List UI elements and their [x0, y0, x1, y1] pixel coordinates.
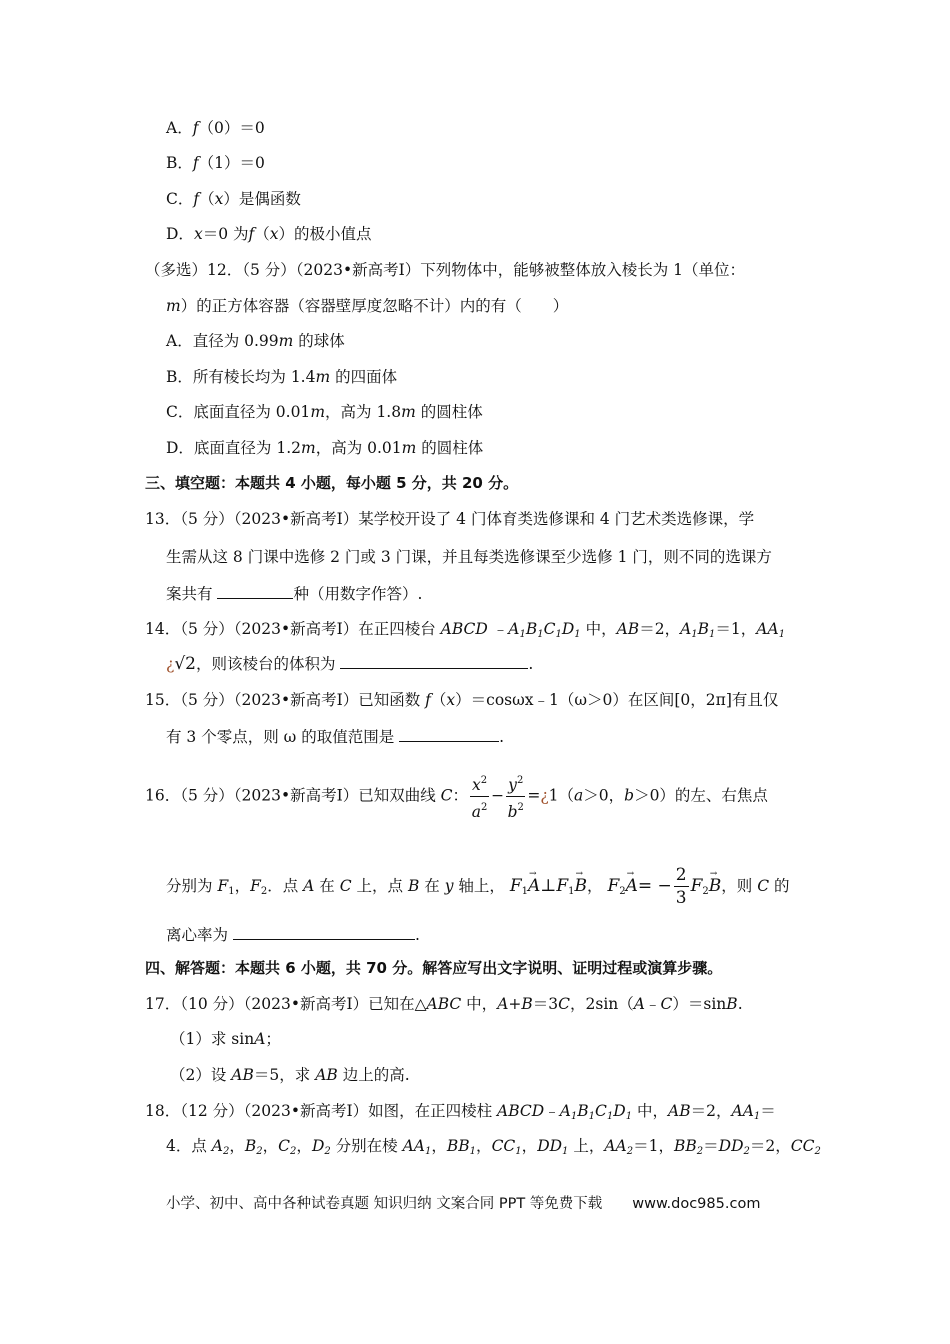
option-label: D． — [166, 225, 194, 243]
q13-line3 — [166, 584, 422, 604]
var: m — [278, 332, 294, 350]
q11-option-d — [166, 224, 372, 244]
var: y — [508, 776, 517, 794]
q16-line1: 16．（5 分）（2023•新高考Ⅰ）已知双曲线 C： $\frac{x^2}{a^2}$ − $\frac{y^2}{b^2}$ =¿1（a＞0，b＞0）的左、右焦点 — [145, 770, 768, 823]
broken-glyph: ¿ — [166, 655, 175, 673]
text: 边上的高. — [337, 1066, 410, 1084]
question-text: ＞0）的左、右焦点 — [634, 786, 768, 805]
var: ABC — [426, 995, 462, 1013]
text: 轴上， — [453, 877, 505, 895]
var: m — [166, 297, 181, 315]
footer-link[interactable]: www.doc985.com — [632, 1196, 761, 1212]
option-label: A． — [166, 119, 193, 137]
text: ＝ — [703, 1137, 719, 1155]
section-heading-answer: 四、解答题：本题共 6 小题，共 70 分。解答应写出文字说明、证明过程或演算步骤。 — [145, 959, 723, 977]
option-text: ，高为 1.8 — [325, 403, 402, 421]
fraction-x2-a2: $\frac{x^2}{a^2}$ — [470, 770, 489, 823]
text: ： — [452, 786, 469, 805]
text: （ — [430, 691, 447, 709]
option-text: 的圆柱体 — [416, 439, 484, 457]
var: x — [269, 225, 279, 243]
answer-blank[interactable] — [233, 925, 415, 940]
var-aa2: $AA_2$ — [604, 1137, 634, 1157]
option-text: D．底面直径为 1.2 — [166, 439, 302, 457]
q12-option-a — [166, 331, 345, 351]
q12-option-b — [166, 367, 397, 387]
question-text: ）＝cosωx﹣1（ω＞0）在区间[0，2π]有且仅 — [455, 691, 779, 709]
q17-line1 — [145, 994, 743, 1014]
var: x — [472, 776, 481, 794]
option-text: ，高为 0.01 — [315, 439, 402, 457]
var: a — [574, 786, 584, 805]
q15-line1 — [145, 690, 778, 710]
var-a1b1c1d1: $A_1B_1C_1D_1$ — [508, 620, 581, 640]
var: C — [440, 786, 453, 805]
q12-stem-line2 — [166, 296, 568, 316]
q16-line3 — [166, 925, 420, 945]
q12-stem-line1 — [145, 260, 745, 280]
text: ＝1， — [633, 1137, 674, 1155]
text: ．点 — [267, 877, 304, 895]
var-dd2: $DD_2$ — [718, 1137, 750, 1157]
option-text: ）的极小值点 — [278, 225, 372, 243]
option-label: C． — [166, 190, 194, 208]
question-text: （多选）12．（5 分）（2023•新高考Ⅰ）下列物体中，能够被整体放入棱长为 1（单位： — [145, 261, 746, 279]
var: f — [248, 225, 255, 243]
text: 上， — [568, 1137, 605, 1155]
var-edges: $AA_1$ — [402, 1137, 432, 1157]
perp-sign: ⊥ — [540, 876, 557, 896]
var: m — [315, 368, 331, 386]
text: ＝2， — [690, 1102, 732, 1120]
question-text: 案共有 — [166, 585, 218, 603]
option-text: （0）＝0 — [198, 119, 265, 137]
var-bb2: $BB_2$ — [674, 1137, 704, 1157]
text: ）＝sin — [672, 995, 727, 1013]
option-text: （1）＝0 — [198, 154, 265, 172]
q11-option-c — [166, 189, 301, 209]
text: ＝3 — [532, 995, 559, 1013]
minus-sign: − — [491, 786, 505, 805]
var-aa1: $AA_1$ — [756, 620, 786, 640]
section-heading-fill-in: 三、填空题：本题共 4 小题，每小题 5 分，共 20 分。 — [145, 474, 519, 492]
text: . — [499, 728, 505, 746]
question-text: ）的正方体容器（容器壁厚度忽略不计）内的有（ ） — [180, 297, 569, 315]
page-footer — [166, 1192, 760, 1213]
var: B — [726, 995, 738, 1013]
var: x — [446, 691, 456, 709]
text: + — [508, 995, 522, 1013]
text: ，2sin（ — [570, 995, 634, 1013]
var: ABCD — [440, 620, 488, 638]
var-cc2: $CC_2$ — [790, 1137, 821, 1157]
q18-line2: 4．点 $A_2$，$B_2$，$C_2$，$D_2$ 分别在棱 $AA_1$，$BB_1$，$CC_1$，$DD_1$ 上，$AA_2=1$，$BB_2=DD_2=2$，$CC_2$ — [166, 1137, 821, 1157]
question-text: 分别为 — [166, 877, 218, 895]
text: ＝ — [760, 1102, 776, 1120]
broken-glyph: ¿ — [540, 786, 549, 805]
option-text: 的球体 — [293, 332, 345, 350]
text: 的 — [769, 877, 790, 895]
var: x — [193, 225, 203, 243]
question-text: 离心率为 — [166, 926, 233, 944]
text: ﹣ — [487, 620, 509, 638]
footer-text: 小学、初中、高中各种试卷真题 知识归纳 文案合同 PPT 等免费下载 — [166, 1196, 603, 1212]
q14-line1 — [145, 619, 785, 645]
var: AB — [315, 1066, 338, 1084]
q14-line2 — [166, 654, 533, 674]
text: . — [737, 995, 743, 1013]
var: ABCD — [497, 1102, 545, 1120]
text: ﹣ — [645, 995, 661, 1013]
question-text: 种（用数字作答）. — [293, 585, 423, 603]
text: ， — [234, 877, 251, 895]
text: 1（ — [548, 786, 574, 805]
question-text: 14．（5 分）（2023•新高考Ⅰ）在正四棱台 — [145, 620, 441, 638]
text: ＝2， — [639, 620, 681, 638]
text: ， — [586, 877, 603, 895]
var-aa1: $AA_1$ — [731, 1102, 761, 1122]
q17-sub1 — [170, 1029, 281, 1049]
q13-line1 — [145, 509, 754, 529]
var: f — [425, 691, 431, 709]
question-text: 4．点 — [166, 1137, 212, 1155]
sqrt-expression: √2 — [174, 654, 196, 674]
var: AB — [668, 1102, 691, 1120]
var: AB — [231, 1066, 254, 1084]
var: C — [757, 877, 770, 895]
var: F — [217, 877, 229, 895]
var: m — [401, 439, 417, 457]
q12-option-d — [166, 438, 483, 458]
text: ＝1， — [715, 620, 757, 638]
question-text: 生需从这 8 门课中选修 2 门或 3 门课，并且每类选修课至少选修 1 门，则不同的选课方 — [166, 548, 772, 566]
var: F — [250, 877, 261, 895]
var: f — [193, 190, 200, 208]
subquestion-text: （2）设 — [170, 1066, 232, 1084]
text: ﹣ — [544, 1102, 560, 1120]
answer-blank[interactable] — [340, 654, 528, 669]
text: （ — [199, 190, 215, 208]
q16-line2: 分别为 $F_1$，$F_2$．点 A 在 C 上，点 B 在 y 轴上， $F_1\to$ $A\perp F_1\to B$， $F_2\to A=$ − $\frac{2}{3}$ $F_2\to B$，则 C 的 — [166, 864, 790, 912]
var: b — [507, 803, 518, 821]
var: m — [401, 403, 416, 421]
q18-line1 — [145, 1101, 776, 1127]
text: 在 — [314, 877, 340, 895]
var: A — [633, 995, 645, 1013]
var: A — [254, 1030, 266, 1048]
var: m — [301, 439, 316, 457]
question-text: 13．（5 分）（2023•新高考Ⅰ）某学校开设了 4 门体育类选修课和 4 门艺术类选修课，学 — [145, 510, 755, 528]
option-label: B． — [166, 154, 193, 172]
var: x — [214, 190, 224, 208]
var: C — [339, 877, 352, 895]
var: B — [521, 995, 533, 1013]
var: a — [471, 803, 482, 821]
var: f — [192, 154, 199, 172]
fraction-y2-b2: $\frac{y^2}{b^2}$ — [506, 770, 525, 823]
text: ＝5，求 — [253, 1066, 316, 1084]
text: 分别在棱 — [330, 1137, 403, 1155]
question-text: 17．（10 分）（2023•新高考Ⅰ）已知在△ — [145, 995, 427, 1013]
vector-f2a-equation: $F_2\to A=$ − $\frac{2}{3}$ $F_2\to B$ — [607, 876, 721, 896]
text: 在 — [419, 877, 445, 895]
var: A — [497, 995, 509, 1013]
q11-option-a — [166, 118, 265, 138]
var-a1b1: $A_1B_1$ — [680, 620, 716, 640]
text: ＝2， — [749, 1137, 791, 1155]
text: ； — [265, 1030, 281, 1048]
var: AB — [616, 620, 640, 638]
question-text: 15．（5 分）（2023•新高考Ⅰ）已知函数 — [145, 691, 426, 709]
text: 中， — [580, 620, 617, 638]
text: ＞0， — [583, 786, 625, 805]
question-text: 16．（5 分）（2023•新高考Ⅰ）已知双曲线 — [145, 786, 441, 805]
answer-blank[interactable] — [399, 727, 499, 742]
text: ，则 — [721, 877, 758, 895]
option-text: 的圆柱体 — [415, 403, 483, 421]
question-text: 18．（12 分）（2023•新高考Ⅰ）如图，在正四棱柱 — [145, 1102, 498, 1120]
text: 中， — [632, 1102, 669, 1120]
q15-line2 — [166, 727, 504, 747]
q17-sub2 — [170, 1065, 410, 1085]
vector-f1a-perp-f1b: $F_1\to$ $A\perp F_1\to B$ — [510, 876, 587, 896]
text: = − — [637, 876, 672, 896]
text: . — [414, 926, 420, 944]
question-text: ，则该棱台的体积为 — [195, 655, 341, 673]
option-text: C．底面直径为 0.01 — [166, 403, 311, 421]
var: f — [192, 119, 199, 137]
var: C — [558, 995, 571, 1013]
var-points: $A_2$ — [211, 1137, 230, 1157]
text: 中， — [461, 995, 498, 1013]
text: 上，点 — [351, 877, 408, 895]
text: . — [528, 655, 534, 673]
option-text: ）是偶函数 — [223, 190, 301, 208]
var: C — [660, 995, 673, 1013]
var: A — [303, 877, 315, 895]
subquestion-text: （1）求 sin — [170, 1030, 255, 1048]
var: y — [444, 877, 454, 895]
option-text: A．直径为 0.99 — [166, 332, 279, 350]
answer-blank[interactable] — [217, 584, 293, 599]
option-text: B．所有棱长均为 1.4 — [166, 368, 316, 386]
text: ＝0 为 — [202, 225, 249, 243]
text: （ — [254, 225, 270, 243]
q13-line2 — [166, 547, 772, 567]
var: b — [624, 786, 635, 805]
question-text: 有 3 个零点，则 ω 的取值范围是 — [166, 728, 400, 746]
q12-option-c — [166, 402, 483, 422]
q11-option-b — [166, 153, 265, 173]
var: B — [407, 877, 420, 895]
fraction-two-thirds: $\frac{2}{3}$ — [675, 865, 687, 908]
option-text: 的四面体 — [330, 368, 398, 386]
var-a1b1c1d1: $A_1B_1C_1D_1$ — [559, 1102, 633, 1122]
var: m — [310, 403, 326, 421]
